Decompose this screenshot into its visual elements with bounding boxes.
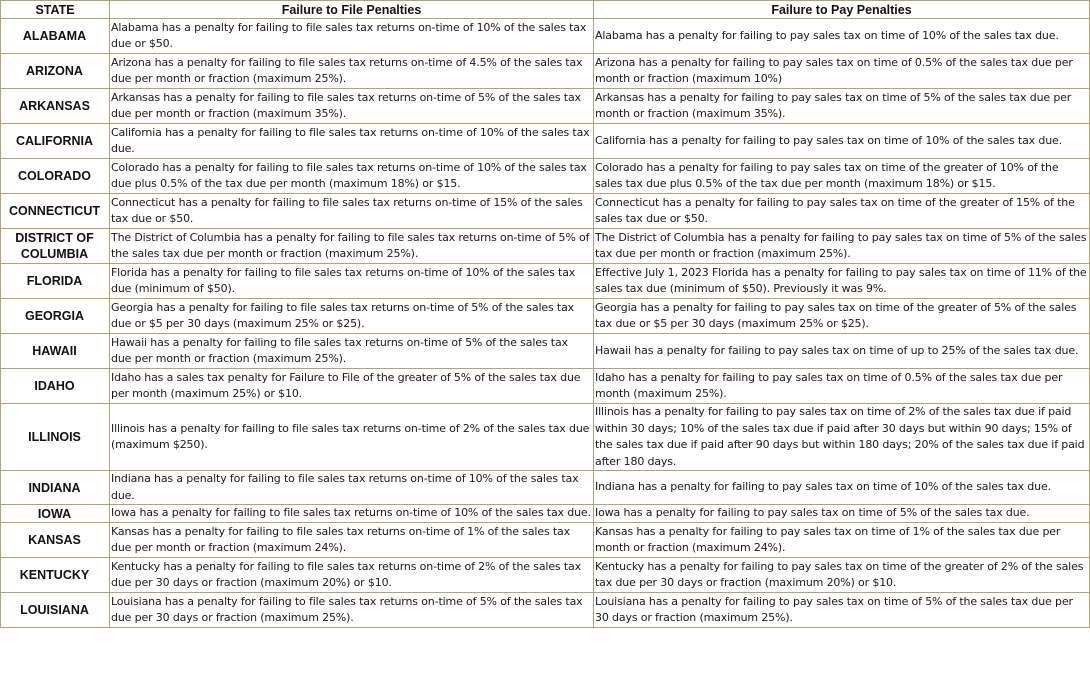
table-row bbox=[1, 194, 1090, 229]
table-row bbox=[1, 369, 1090, 404]
state-cell: ARIZONA bbox=[1, 54, 110, 89]
table-row bbox=[1, 334, 1090, 369]
file-penalty-cell: Alabama has a penalty for failing to file sales tax returns on-time of 10% of the sales tax due or $50. bbox=[110, 19, 594, 54]
header-row bbox=[1, 1, 1090, 19]
table-row bbox=[1, 229, 1090, 264]
state-cell: COLORADO bbox=[1, 159, 110, 194]
table-row bbox=[1, 404, 1090, 471]
file-penalty-cell: Connecticut has a penalty for failing to file sales tax returns on-time of 15% of the sales tax due or $50. bbox=[110, 194, 594, 229]
table-row bbox=[1, 264, 1090, 299]
table-row bbox=[1, 558, 1090, 593]
state-cell: DISTRICT OF COLUMBIA bbox=[1, 229, 110, 264]
file-penalty-cell: Idaho has a sales tax penalty for Failure to File of the greater of 5% of the sales tax due per month (maximum 25%) or $10. bbox=[110, 369, 594, 404]
file-penalty-cell: Arizona has a penalty for failing to file sales tax returns on-time of 4.5% of the sales tax due per month or fraction (maximum 25%). bbox=[110, 54, 594, 89]
state-header: STATE bbox=[1, 1, 110, 19]
state-cell: CONNECTICUT bbox=[1, 194, 110, 229]
file-penalty-cell: Kentucky has a penalty for failing to file sales tax returns on-time of 2% of the sales tax due per 30 days or fraction (maximum 20%) or $10. bbox=[110, 558, 594, 593]
state-cell: FLORIDA bbox=[1, 264, 110, 299]
file-penalty-cell: Georgia has a penalty for failing to file sales tax returns on-time of 5% of the sales tax due or $5 per 30 days (maximum 25% or $25). bbox=[110, 299, 594, 334]
state-cell: INDIANA bbox=[1, 471, 110, 505]
state-cell: CALIFORNIA bbox=[1, 124, 110, 159]
state-cell: IDAHO bbox=[1, 369, 110, 404]
state-cell: LOUISIANA bbox=[1, 593, 110, 628]
pay-penalty-cell: Kentucky has a penalty for failing to pay sales tax on time of the greater of 2% of the sales tax due per 30 days or fraction (maximum 20%) or $10. bbox=[594, 558, 1090, 593]
table-row bbox=[1, 471, 1090, 505]
state-cell: ALABAMA bbox=[1, 19, 110, 54]
pay-penalty-cell: Idaho has a penalty for failing to pay sales tax on time of 0.5% of the sales tax due per month (maximum 25%). bbox=[594, 369, 1090, 404]
pay-penalty-cell: Iowa has a penalty for failing to pay sales tax on time of 5% of the sales tax due. bbox=[594, 505, 1090, 523]
state-cell: ILLINOIS bbox=[1, 404, 110, 471]
state-cell: KANSAS bbox=[1, 523, 110, 558]
table-row bbox=[1, 124, 1090, 159]
pay-penalty-cell: Arkansas has a penalty for failing to pay sales tax on time of 5% of the sales tax due per month or fraction (maximum 35%). bbox=[594, 89, 1090, 124]
file-penalty-header: Failure to File Penalties bbox=[110, 1, 594, 19]
pay-penalty-cell: Kansas has a penalty for failing to pay sales tax on time of 1% of the sales tax due per month or fraction (maximum 24%). bbox=[594, 523, 1090, 558]
table-row bbox=[1, 523, 1090, 558]
pay-penalty-cell: Hawaii has a penalty for failing to pay sales tax on time of up to 25% of the sales tax due. bbox=[594, 334, 1090, 369]
pay-penalty-cell: Effective July 1, 2023 Florida has a penalty for failing to pay sales tax on time of 11% of the sales tax due (minimum of $50). Previously it was 9%. bbox=[594, 264, 1090, 299]
file-penalty-cell: Louisiana has a penalty for failing to file sales tax returns on-time of 5% of the sales tax due per 30 days or fraction (maximum 25%). bbox=[110, 593, 594, 628]
table-row bbox=[1, 593, 1090, 628]
file-penalty-cell: Illinois has a penalty for failing to file sales tax returns on-time of 2% of the sales tax due (maximum $250). bbox=[110, 404, 594, 471]
state-cell: IOWA bbox=[1, 505, 110, 523]
table-row bbox=[1, 159, 1090, 194]
pay-penalty-cell: Illinois has a penalty for failing to pay sales tax on time of 2% of the sales tax due if paid within 30 days; 10% of the sales tax due if paid after 30 days but within 90 days; 15% of the sales tax due if paid after 90 days but within 180 days; 20% of the sales tax due if paid after 180 days. bbox=[594, 404, 1090, 471]
table-row bbox=[1, 54, 1090, 89]
file-penalty-cell: The District of Columbia has a penalty for failing to file sales tax returns on-time of 5% of the sales tax due per month or fraction (maximum 25%). bbox=[110, 229, 594, 264]
table-row bbox=[1, 89, 1090, 124]
table-row bbox=[1, 19, 1090, 54]
pay-penalty-cell: Georgia has a penalty for failing to pay sales tax on time of the greater of 5% of the sales tax due or $5 per 30 days (maximum 25% or $25). bbox=[594, 299, 1090, 334]
table-row bbox=[1, 299, 1090, 334]
file-penalty-cell: Iowa has a penalty for failing to file sales tax returns on-time of 10% of the sales tax due. bbox=[110, 505, 594, 523]
file-penalty-cell: Kansas has a penalty for failing to file sales tax returns on-time of 1% of the sales tax due per month or fraction (maximum 24%). bbox=[110, 523, 594, 558]
file-penalty-cell: California has a penalty for failing to file sales tax returns on-time of 10% of the sales tax due. bbox=[110, 124, 594, 159]
file-penalty-cell: Colorado has a penalty for failing to file sales tax returns on-time of 10% of the sales tax due plus 0.5% of the tax due per month (maximum 18%) or $15. bbox=[110, 159, 594, 194]
table-row bbox=[1, 505, 1090, 523]
pay-penalty-cell: The District of Columbia has a penalty for failing to pay sales tax on time of 5% of the sales tax due per month or fraction (maximum 25%). bbox=[594, 229, 1090, 264]
pay-penalty-cell: Colorado has a penalty for failing to pay sales tax on time of the greater of 10% of the sales tax due plus 0.5% of the tax due per month (maximum 18%) or $15. bbox=[594, 159, 1090, 194]
pay-penalty-header: Failure to Pay Penalties bbox=[594, 1, 1090, 19]
file-penalty-cell: Indiana has a penalty for failing to file sales tax returns on-time of 10% of the sales tax due. bbox=[110, 471, 594, 505]
state-cell: KENTUCKY bbox=[1, 558, 110, 593]
pay-penalty-cell: Indiana has a penalty for failing to pay sales tax on time of 10% of the sales tax due. bbox=[594, 471, 1090, 505]
state-cell: HAWAII bbox=[1, 334, 110, 369]
file-penalty-cell: Hawaii has a penalty for failing to file sales tax returns on-time of 5% of the sales tax due per month or fraction (maximum 25%). bbox=[110, 334, 594, 369]
file-penalty-cell: Florida has a penalty for failing to file sales tax returns on-time of 10% of the sales tax due (minimum of $50). bbox=[110, 264, 594, 299]
state-cell: GEORGIA bbox=[1, 299, 110, 334]
state-cell: ARKANSAS bbox=[1, 89, 110, 124]
pay-penalty-cell: Alabama has a penalty for failing to pay sales tax on time of 10% of the sales tax due. bbox=[594, 19, 1090, 54]
pay-penalty-cell: Arizona has a penalty for failing to pay sales tax on time of 0.5% of the sales tax due per month or fraction (maximum 10%) bbox=[594, 54, 1090, 89]
file-penalty-cell: Arkansas has a penalty for failing to file sales tax returns on-time of 5% of the sales tax due per month or fraction (maximum 35%). bbox=[110, 89, 594, 124]
pay-penalty-cell: Louisiana has a penalty for failing to pay sales tax on time of 5% of the sales tax due per 30 days or fraction (maximum 25%). bbox=[594, 593, 1090, 628]
pay-penalty-cell: California has a penalty for failing to pay sales tax on time of 10% of the sales tax due. bbox=[594, 124, 1090, 159]
pay-penalty-cell: Connecticut has a penalty for failing to pay sales tax on time of the greater of 15% of the sales tax due or $50. bbox=[594, 194, 1090, 229]
